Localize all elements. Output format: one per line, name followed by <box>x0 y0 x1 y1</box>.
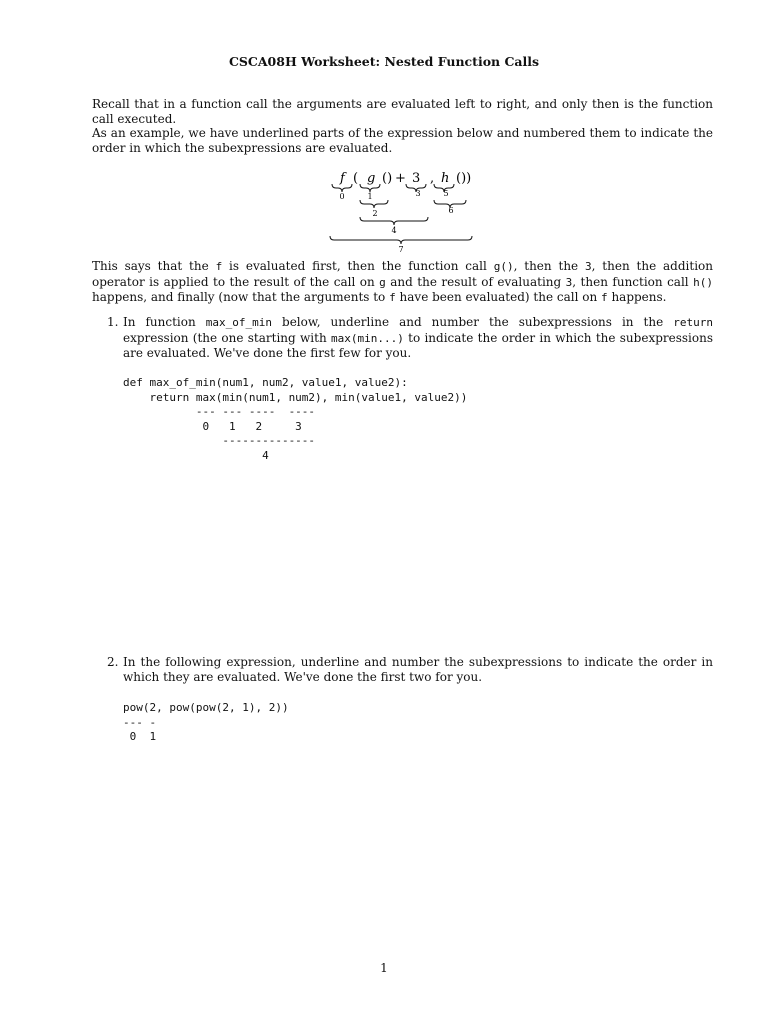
code-f: f <box>389 291 396 304</box>
code-line: return max(min(num1, num2), min(value1, value2)) <box>123 390 468 404</box>
explanation-text: , then function call <box>572 274 694 289</box>
label-3: 3 <box>415 189 421 198</box>
worksheet-title: CSCA08H Worksheet: Nested Function Calls <box>228 54 540 69</box>
code-g-call: g() <box>493 260 514 273</box>
token-f: f <box>340 171 345 186</box>
token-h-parens: ()) <box>456 171 472 186</box>
code-return: return <box>673 316 713 329</box>
code-f: f <box>601 291 608 304</box>
item-1-instructions <box>123 315 713 361</box>
page-number: 1 <box>380 961 388 975</box>
item-2-number: 2. <box>107 655 119 669</box>
underline-line: -------------- <box>123 434 316 447</box>
label-6: 6 <box>448 206 454 215</box>
explanation-text: and the result of evaluating <box>385 274 566 289</box>
explanation-text: , then the addition operator is applied to the result of the call on <box>92 259 713 289</box>
order-numbers-line: 0 1 <box>123 730 157 743</box>
item-1-number: 1. <box>107 315 119 329</box>
code-f: f <box>215 260 223 273</box>
label-2: 2 <box>372 209 378 218</box>
label-4: 4 <box>391 226 397 235</box>
token-h: h <box>441 171 450 186</box>
intro-line-2: As an example, we have underlined parts of the expression below and numbered them to indicate the order in which the subexpressions are evaluated. <box>92 126 713 155</box>
token-g-parens: () <box>382 171 393 186</box>
brace-4 <box>360 217 428 225</box>
code-line: def max_of_min(num1, num2, value1, value2): <box>123 376 408 389</box>
token-3: 3 <box>412 171 421 186</box>
underline-line: --- --- ---- ---- <box>123 405 316 418</box>
token-plus: + <box>395 171 406 186</box>
item-1-text: to indicate the order in which the subexpressions are evaluated. We've done the first few for you. <box>123 330 713 360</box>
code-h-call: h() <box>693 275 713 289</box>
explanation-paragraph <box>92 259 713 306</box>
token-comma: , <box>430 171 435 186</box>
evaluation-order-diagram <box>320 166 490 256</box>
item-2-code-block <box>123 701 289 745</box>
explanation-text: happens, and finally (now that the arguments to <box>92 290 390 304</box>
code-line: pow(2, pow(pow(2, 1), 2)) <box>123 701 289 714</box>
item-1-text: expression (the one starting with <box>123 330 331 345</box>
label-0: 0 <box>339 192 345 201</box>
order-numbers-line: 4 <box>123 448 269 462</box>
item-2-instructions: In the following expression, underline and number the subexpressions to indicate the order in which they are evaluated. We've done the first two for you. <box>123 655 713 684</box>
explanation-text: is evaluated first, then the function call <box>222 259 494 273</box>
explanation-text: happens. <box>607 290 667 304</box>
code-max-of-min: max_of_min <box>205 316 272 329</box>
item-1-code-block <box>123 376 467 463</box>
intro-paragraph <box>92 97 713 155</box>
item-1-text: below, underline and number the subexpressions in the <box>272 315 674 329</box>
brace-7 <box>330 236 472 244</box>
code-3: 3 <box>565 275 573 289</box>
token-open-paren: ( <box>353 171 359 186</box>
explanation-text: , then the <box>513 259 585 273</box>
explanation-text: This says that the <box>92 259 216 273</box>
item-1-text: In function <box>123 315 206 329</box>
intro-line-1: Recall that in a function call the arguments are evaluated left to right, and only then is the function call executed. <box>92 97 713 126</box>
order-numbers-line: 0 1 2 3 <box>123 419 302 433</box>
underline-line: --- - <box>123 715 157 729</box>
explanation-text: have been evaluated) the call on <box>395 290 601 304</box>
code-3: 3 <box>585 260 592 273</box>
label-7: 7 <box>398 245 404 254</box>
code-max-min: max(min...) <box>330 331 404 345</box>
label-1: 1 <box>367 192 373 201</box>
label-5: 5 <box>443 189 449 198</box>
code-g: g <box>379 275 386 289</box>
token-g: g <box>367 171 376 186</box>
brace-2 <box>360 200 388 208</box>
